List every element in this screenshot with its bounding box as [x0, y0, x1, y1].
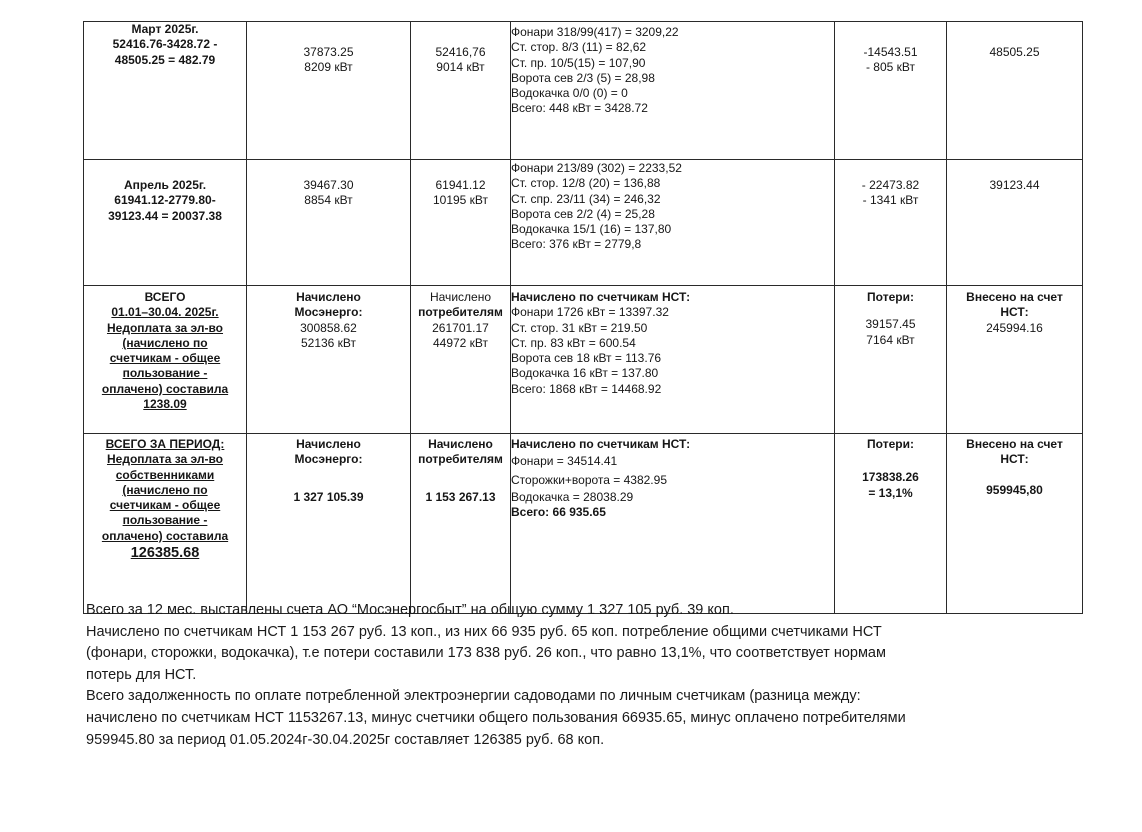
meter-breakdown-cell: Фонари 213/89 (302) = 2233,52 Ст. стор. 12/8 (20) = 136,88 Ст. спр. 23/11 (34) = 246,32 Ворота сев 2/2 (4) = 25,28 Водокачка 15/1 (16) = 137,80 Всего: 376 кВт = 2779,8 — [511, 160, 835, 286]
summary-line: 959945.80 за период 01.05.2024г-30.04.2025г составляет 126385 руб. 68 коп. — [86, 731, 605, 748]
table-row-total-period — [84, 434, 1083, 614]
period-cell: Апрель 2025г. 61941.12-2779.80- 39123.44 = 20037.38 — [84, 160, 247, 286]
period-cell: ВСЕГО 01.01–30.04. 2025г. Недоплата за эл-во (начислено по счетчикам - общее пользование - оплачено) составила 1238.09 — [84, 286, 247, 434]
consumers-cell: 61941.12 10195 кВт — [411, 160, 511, 286]
table-row-march — [84, 22, 1083, 160]
consumers-cell: Начислено потребителям 261701.17 44972 кВт — [411, 286, 511, 434]
paid-cell: Внесено на счет НСТ: 245994.16 — [947, 286, 1083, 434]
total-underpayment: 126385.68 — [130, 545, 200, 562]
period-cell: ВСЕГО ЗА ПЕРИОД: Недоплата за эл-во собственниками (начислено по счетчикам - общее пользование - оплачено) составила 126385.68 — [84, 434, 247, 614]
summary-line: (фонари, сторожки, водокачка), т.е потери составили 173 838 руб. 26 коп., что равно 13,1%, что соответствует нормам — [86, 645, 886, 662]
losses-cell: Потери: 39157.45 7164 кВт — [835, 286, 947, 434]
mosenergo-cell: Начислено Мосэнерго: 1 327 105.39 — [247, 434, 411, 614]
meter-breakdown-cell: Начислено по счетчикам НСТ: Фонари 1726 кВт = 13397.32 Ст. стор. 31 кВт = 219.50 Ст. пр. 83 кВт = 600.54 Ворота сев 18 кВт = 113.76 Водокачка 16 кВт = 137.80 Всего: 1868 кВт = 14468.92 — [511, 286, 835, 434]
summary-line: Начислено по счетчикам НСТ 1 153 267 руб. 13 коп., из них 66 935 руб. 65 коп. потребление общими счетчиками НСТ — [86, 623, 882, 640]
period-cell: Март 2025г. 52416.76-3428.72 - 48505.25 = 482.79 — [84, 22, 247, 160]
meter-breakdown-cell: Фонари 318/99(417) = 3209,22 Ст. стор. 8/3 (11) = 82,62 Ст. пр. 10/5(15) = 107,90 Ворота сев 2/3 (5) = 28,98 Водокачка 0/0 (0) = 0 Всего: 448 кВт = 3428.72 — [511, 22, 835, 160]
paid-cell: 39123.44 — [947, 160, 1083, 286]
meter-breakdown-cell: Начислено по счетчикам НСТ: Фонари = 34514.41 Сторожки+ворота = 4382.95 Водокачка = 28038.29 Всего: 66 935.65 — [511, 434, 835, 614]
summary-line: потерь для НСТ. — [86, 666, 197, 683]
paid-cell: Внесено на счет НСТ: 959945,80 — [947, 434, 1083, 614]
mosenergo-cell: Начислено Мосэнерго: 300858.62 52136 кВт — [247, 286, 411, 434]
mosenergo-cell: 39467.30 8854 кВт — [247, 160, 411, 286]
consumers-cell: Начислено потребителям 1 153 267.13 — [411, 434, 511, 614]
mosenergo-cell: 37873.25 8209 кВт — [247, 22, 411, 160]
electricity-report-table — [83, 21, 1083, 614]
table-row-april — [84, 160, 1083, 286]
summary-paragraph — [86, 600, 1086, 751]
losses-cell: -14543.51 - 805 кВт — [835, 22, 947, 160]
consumers-cell: 52416,76 9014 кВт — [411, 22, 511, 160]
losses-cell: Потери: 173838.26 = 13,1% — [835, 434, 947, 614]
losses-cell: - 22473.82 - 1341 кВт — [835, 160, 947, 286]
summary-line: Всего задолженность по оплате потребленной электроэнергии садоводами по личным счетчикам (разница между: — [86, 688, 861, 705]
summary-line: Всего за 12 мес. выставлены счета АО “Мосэнергосбыт” на общую сумму 1 327 105 руб. 39 коп. — [86, 602, 734, 618]
table-row-total-jan-apr — [84, 286, 1083, 434]
paid-cell: 48505.25 — [947, 22, 1083, 160]
summary-line: начислено по счетчикам НСТ 1153267.13, минус счетчики общего пользования 66935.65, минус оплачено потребителями — [86, 709, 906, 726]
